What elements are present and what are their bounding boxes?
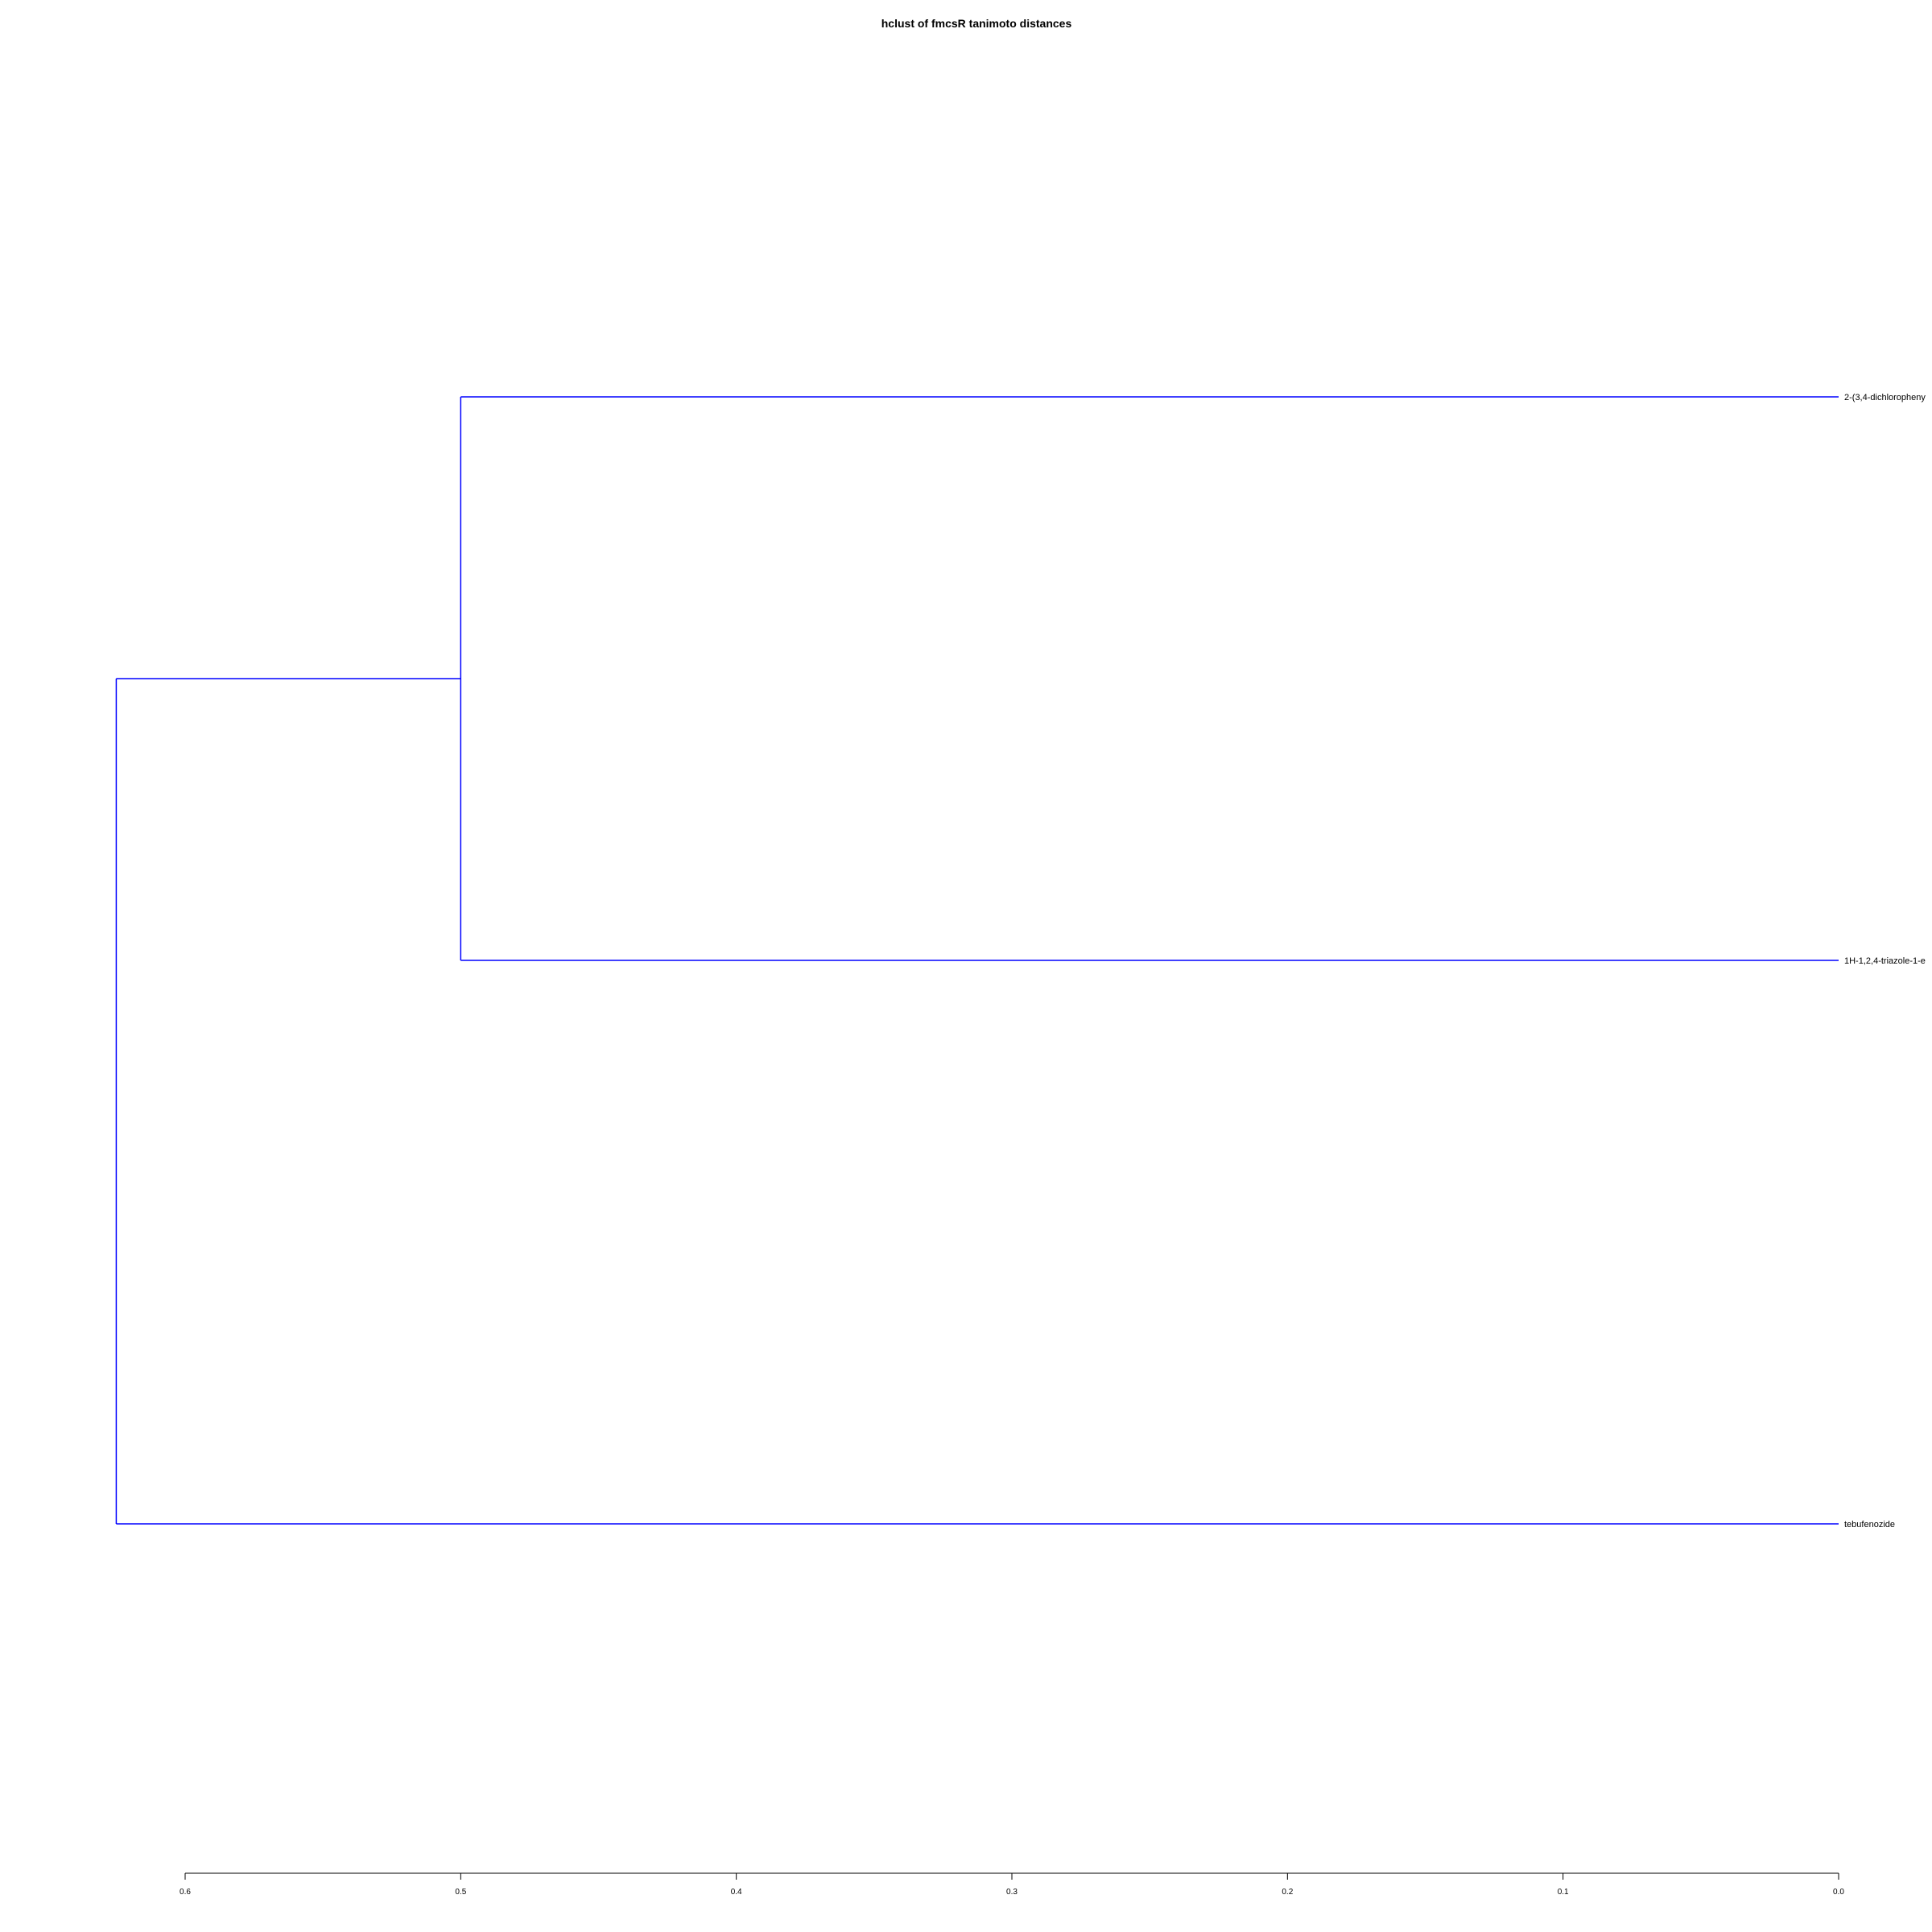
x-tick-label: 0.5 xyxy=(455,1888,467,1897)
x-tick-label: 0.1 xyxy=(1557,1888,1569,1897)
x-tick-label: 0.3 xyxy=(1006,1888,1018,1897)
x-tick-label: 0.6 xyxy=(180,1888,191,1897)
x-axis xyxy=(180,1873,1844,1897)
x-tick-label: 0.0 xyxy=(1833,1888,1844,1897)
leaf-label: 1H-1,2,4-triazole-1-e xyxy=(1844,956,1926,966)
x-tick-label: 0.4 xyxy=(730,1888,742,1897)
dendrogram-branches xyxy=(116,397,1839,1524)
x-tick-label: 0.2 xyxy=(1282,1888,1294,1897)
chart-title: hclust of fmcsR tanimoto distances xyxy=(881,17,1072,30)
leaf-label: 2-(3,4-dichloropheny xyxy=(1844,393,1926,402)
leaf-label: tebufenozide xyxy=(1844,1520,1895,1530)
leaf-labels xyxy=(1844,393,1926,1530)
